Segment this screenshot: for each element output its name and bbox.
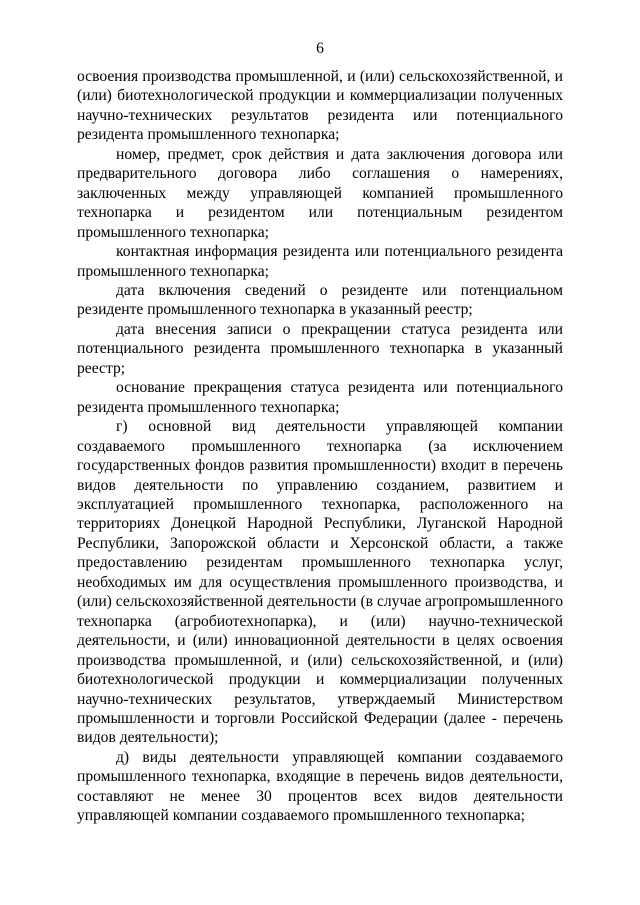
paragraph-contract-info: номер, предмет, срок действия и дата заключения договора или предварительного договора либо соглашения о намерениях, заключенных между управляющей компанией промышленного технопарка и резидентом или потенциальным резидентом промышленного технопарка; [77, 145, 563, 241]
paragraph-item-g: г) основной вид деятельности управляющей компании создаваемого промышленного технопарка (за исключением государственных фондов развития промышленности) входит в перечень видов деятельности по управлению созданием, развитием и эксплуатацией промышленного технопарка, расположенного на территориях Донецкой Народной Республики, Луганской Народной Республики, Запорожской области и Херсонской области, а также предоставлению резидентам промышленного технопарка услуг, необходимых им для осуществления промышленного производства, и (или) сельскохозяйственной деятельности (в случае агропромышленного технопарка (агробиотехнопарка), и (или) научно-технической деятельности, и (или) инновационной деятельности в целях освоения производства промышленной, и (или) сельскохозяйственной, и (или) биотехнологической продукции и коммерциализации полученных научно-технических результатов, утверждаемый Министерством промышленности и торговли Российской Федерации (далее - перечень видов деятельности); [77, 418, 563, 747]
paragraph-termination-basis: основание прекращения статуса резидента или потенциального резидента промышленного технопарка; [77, 379, 563, 416]
paragraph-continuation: освоения производства промышленной, и (или) сельскохозяйственной, и (или) биотехнологической продукции и коммерциализации полученных научно-технических результатов резидента или потенциального резидента промышленного технопарка; [77, 68, 563, 144]
paragraph-termination-date: дата внесения записи о прекращении статуса резидента или потенциального резидента промышленного технопарка в указанный реестр; [77, 320, 563, 377]
paragraph-item-d: д) виды деятельности управляющей компании создаваемого промышленного технопарка, входящие в перечень видов деятельности, составляют не менее 30 процентов всех видов деятельности управляющей компании создаваемого промышленного технопарка; [77, 748, 563, 825]
paragraph-contact-info: контактная информация резидента или потенциального резидента промышленного технопарка; [77, 243, 563, 280]
document-body [77, 67, 563, 826]
paragraph-inclusion-date: дата включения сведений о резиденте или потенциальном резиденте промышленного технопарка в указанный реестр; [77, 281, 563, 319]
page-number: 6 [316, 40, 324, 57]
